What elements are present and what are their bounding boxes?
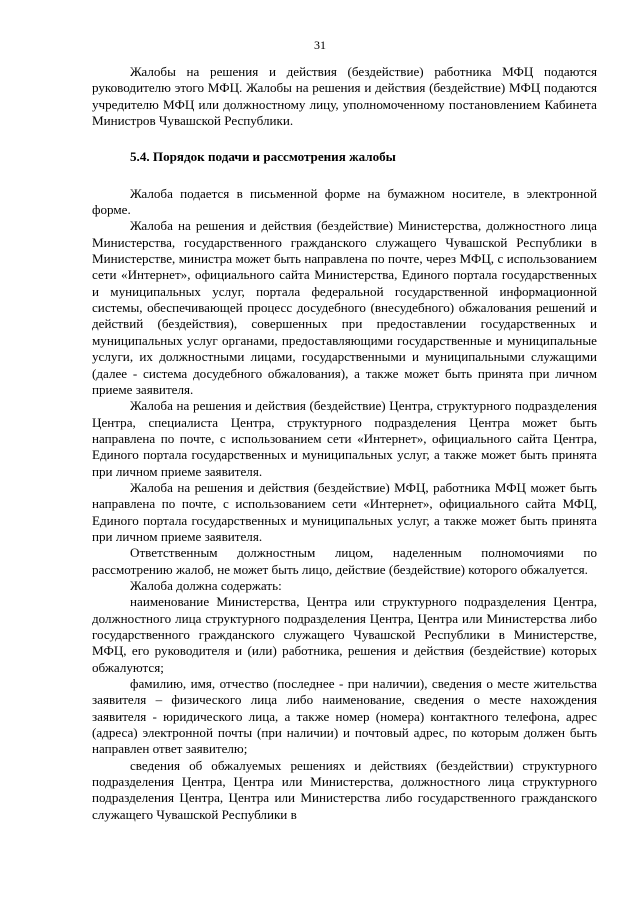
body-paragraph-3: Жалоба на решения и действия (бездействие) Центра, структурного подразделения Центра, специалиста Центра, структурного подразделения Центра может быть направлена по почте, с использованием сети «Интернет», официального сайта Центра, Единого портала государственных и муниципальных услуг, а также может быть принята при личном приеме заявителя. <box>92 398 597 479</box>
body-paragraph-6: Жалоба должна содержать: <box>130 577 282 593</box>
page-content <box>92 64 597 823</box>
section-heading: 5.4. Порядок подачи и рассмотрения жалобы <box>130 149 396 165</box>
body-paragraph-5: Ответственным должностным лицом, наделенным полномочиями по рассмотрению жалоб, не может быть лицо, действие (бездействие) которого обжалуется. <box>92 545 597 577</box>
page-number: 31 <box>314 38 326 52</box>
intro-paragraph: Жалобы на решения и действия (бездействие) работника МФЦ подаются руководителю этого МФЦ. Жалобы на решения и действия (бездействие) МФЦ подаются учредителю МФЦ или должностному лицу, уполномоченному постановлением Кабинета Министров Чувашской Республики. <box>92 64 597 129</box>
body-paragraph-2: Жалоба на решения и действия (бездействие) Министерства, должностного лица Министерства, государственного гражданского служащего Чувашской Республики в Министерстве, министра может быть направлена по почте, через МФЦ, с использованием сети «Интернет», официального сайта Министерства, Единого портала государственных и муниципальных услуг, портала федеральной государственной информационной системы, обеспечивающей процесс досудебного (внесудебного) обжалования решений и действий (бездействия), совершенных при предоставлении государственных и муниципальных услуг органами, предоставляющими государственные и муниципальные услуги, их должностными лицами, государственными и муниципальными служащими (далее - система досудебного обжалования), а также может быть принята при личном приеме заявителя. <box>92 218 597 397</box>
body-paragraph-8: фамилию, имя, отчество (последнее - при наличии), сведения о месте жительства заявителя – физического лица либо наименование, сведения о месте нахождения заявителя - юридического лица, а также номер (номера) контактного телефона, адрес (адреса) электронной почты (при наличии) и почтовый адрес, по которым должен быть направлен ответ заявителю; <box>92 676 597 757</box>
body-paragraph-9: сведения об обжалуемых решениях и действиях (бездействии) структурного подразделения Центра, Центра или Министерства, должностного лица структурного подразделения Центра, Центра или Министерства либо государственного гражданского служащего Чувашской Республики в <box>92 757 597 822</box>
body-paragraph-4: Жалоба на решения и действия (бездействие) МФЦ, работника МФЦ может быть направлена по почте, с использованием сети «Интернет», официального сайта МФЦ, Единого портала государственных и муниципальных услуг, а также может быть принята при личном приеме заявителя. <box>92 479 597 544</box>
body-paragraph-1: Жалоба подается в письменной форме на бумажном носителе, в электронной форме. <box>92 185 597 218</box>
body-paragraph-7: наименование Министерства, Центра или структурного подразделения Центра, должностного лица структурного подразделения Центра, Центра или Министерства либо государственного гражданского служащего Чувашской Республики в Министерстве, МФЦ, его руководителя и (или) работника, решения и действия (бездействие) которых обжалуются; <box>92 594 597 675</box>
